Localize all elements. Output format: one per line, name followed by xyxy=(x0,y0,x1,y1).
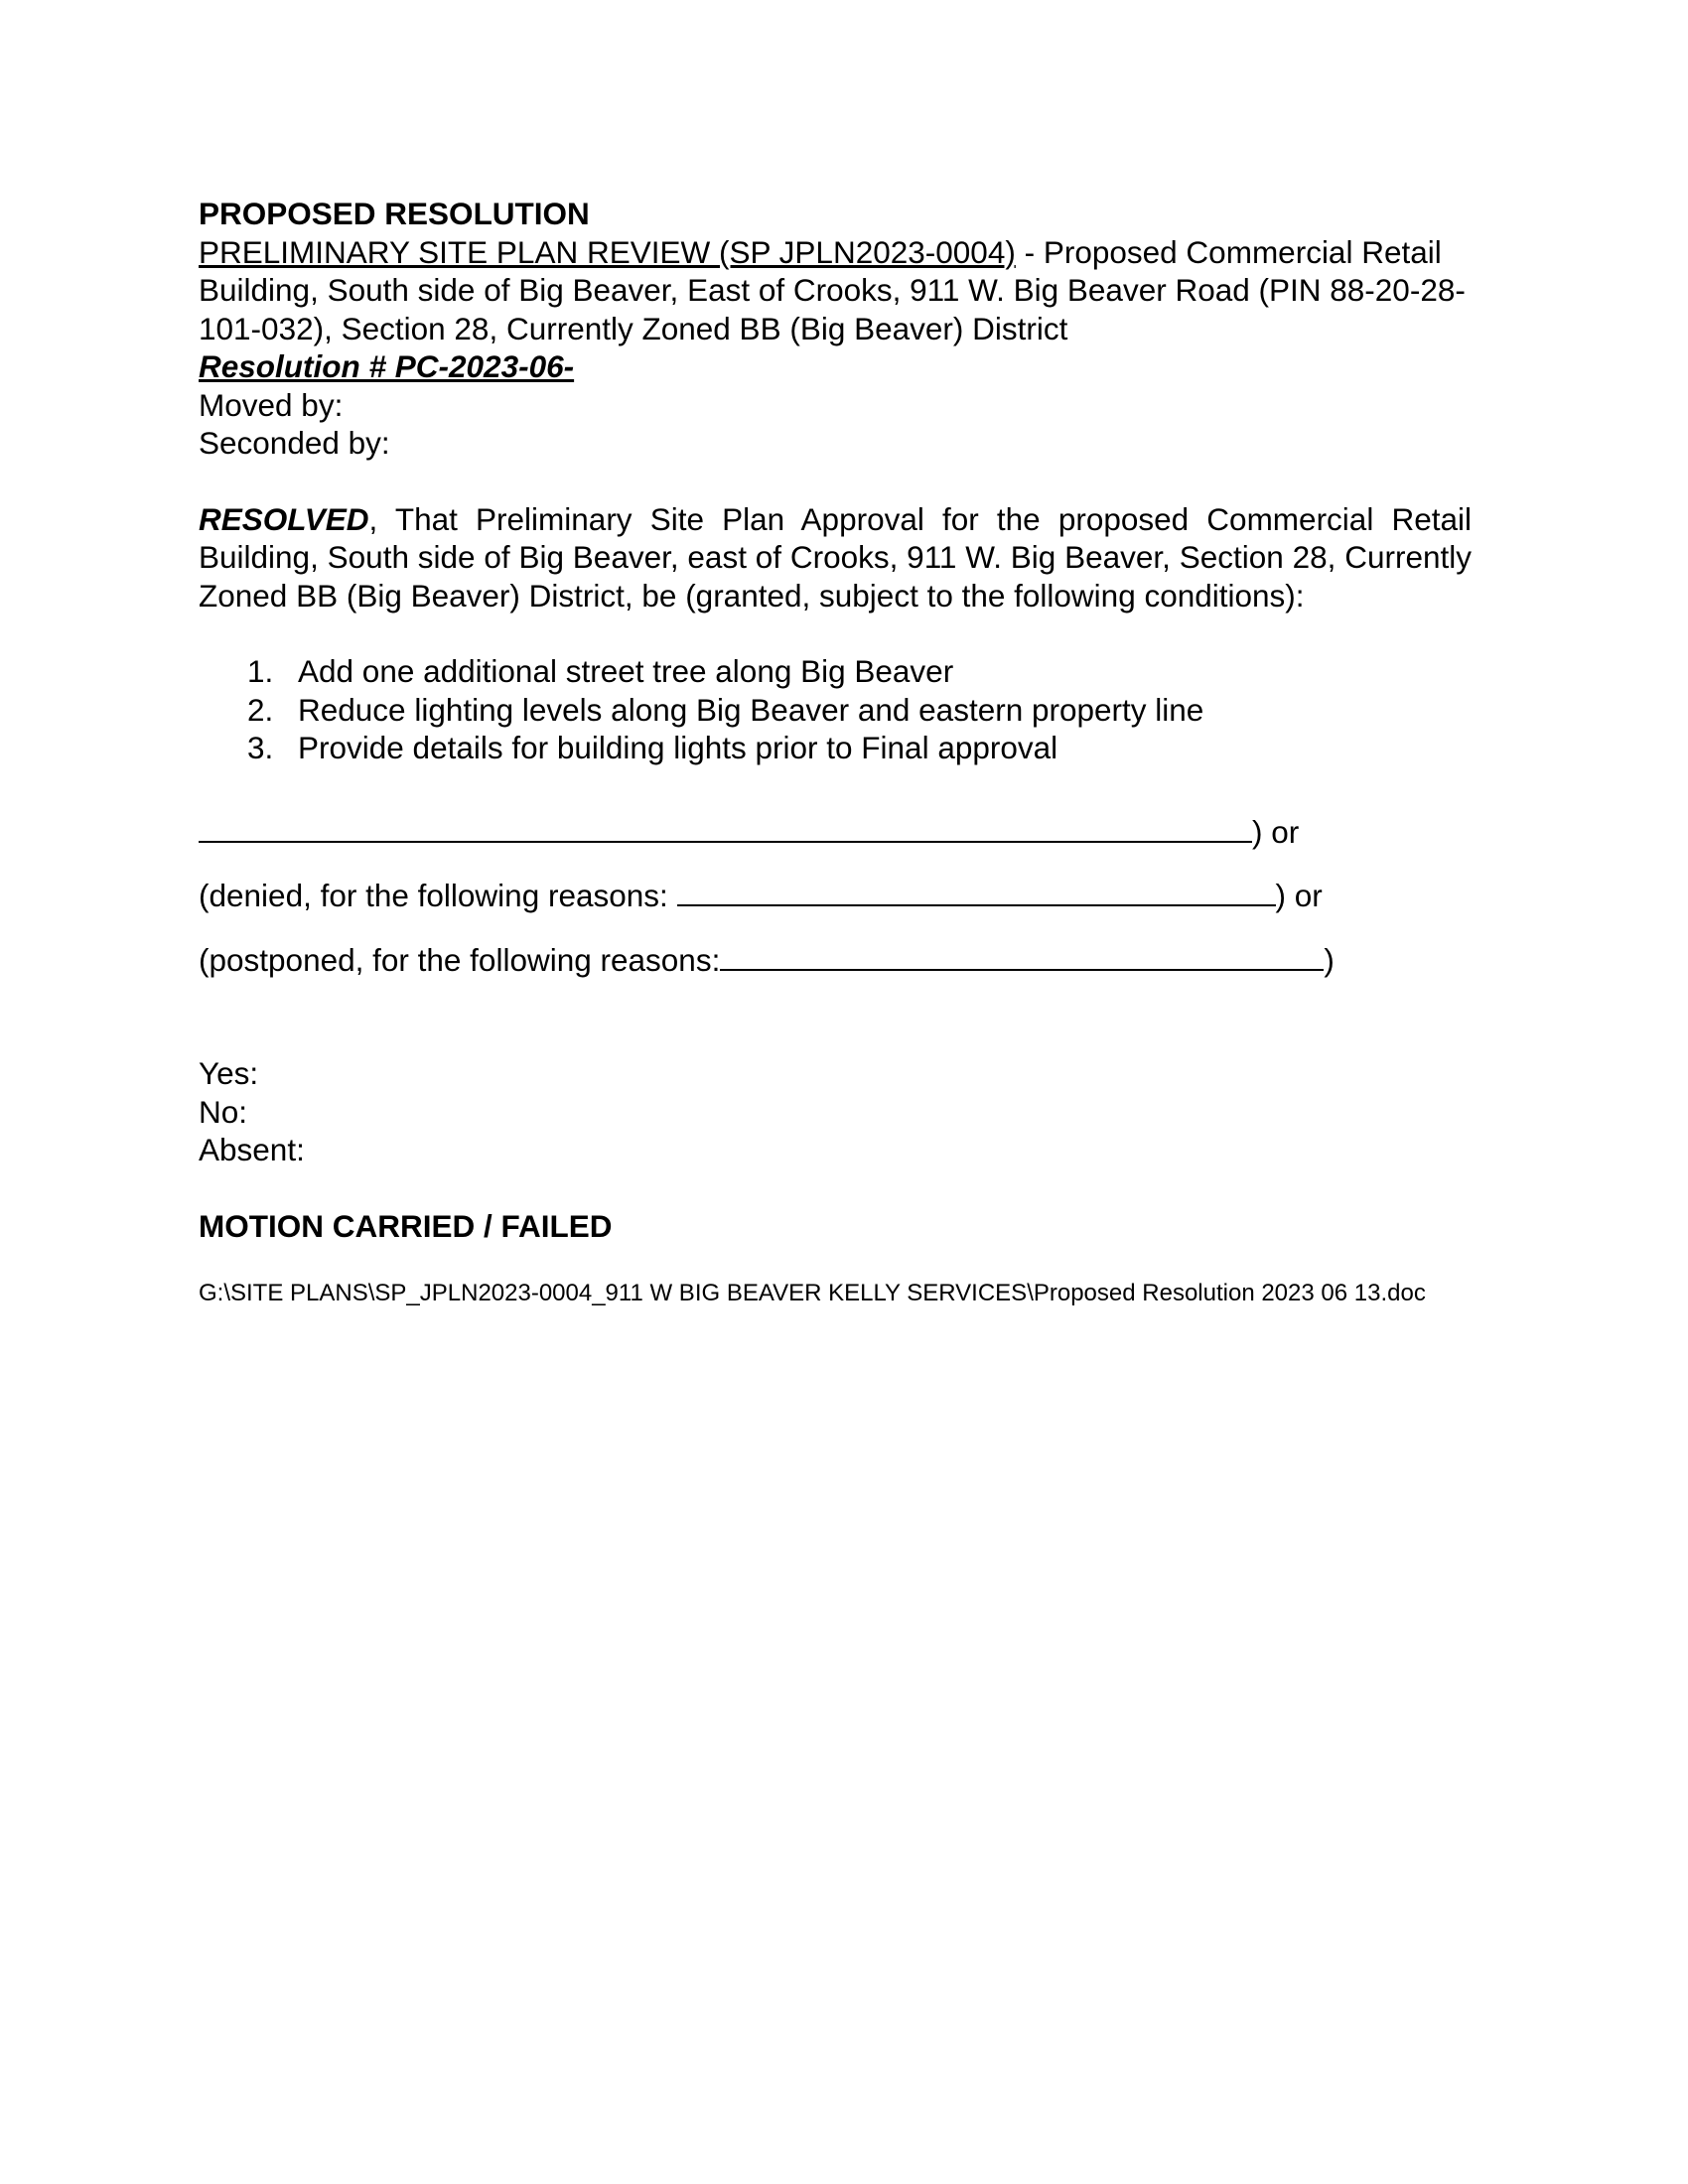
condition-item xyxy=(247,691,1472,730)
conditions-list xyxy=(199,652,1472,767)
file-path: G:\SITE PLANS\SP_JPLN2023-0004_911 W BIG BEAVER KELLY SERVICES\Proposed Resolution 2023 06 13.doc xyxy=(199,1280,1426,1306)
site-plan-title xyxy=(199,233,1472,348)
granted-blank-row xyxy=(199,811,1472,852)
denied-blank-line[interactable] xyxy=(677,875,1276,906)
resolved-paragraph xyxy=(199,500,1472,615)
denied-suffix: ) or xyxy=(1275,878,1323,913)
denied-label: (denied, for the following reasons: xyxy=(199,878,677,913)
moved-by-label: Moved by: xyxy=(199,386,344,423)
postponed-row xyxy=(199,939,1472,980)
condition-number: 1. xyxy=(247,653,274,689)
granted-suffix: ) or xyxy=(1252,813,1300,850)
condition-item xyxy=(247,652,1472,691)
resolved-text: , That Preliminary Site Plan Approval for the proposed Commercial Retail Building, South side of Big Beaver, east of Crooks, 911 W. Big Beaver, Section 28, Currently Zoned BB (Big Beaver) District, be (granted, subject to the following conditions): xyxy=(199,500,1472,614)
vote-yes-label: Yes: xyxy=(199,1055,259,1091)
site-plan-description: - Proposed Commercial Retail Building, South side of Big Beaver, East of Crooks, 911 W. Big Beaver Road (PIN 88-20-28-101-032), Section 28, Currently Zoned BB (Big Beaver) District xyxy=(199,233,1466,346)
vote-no-label: No: xyxy=(199,1093,248,1130)
motion-result: MOTION CARRIED / FAILED xyxy=(199,1207,613,1244)
condition-text: Reduce lighting levels along Big Beaver and eastern property line xyxy=(298,691,1204,728)
condition-text: Add one additional street tree along Big Beaver xyxy=(298,653,954,689)
seconded-by-label: Seconded by: xyxy=(199,425,390,461)
condition-text: Provide details for building lights prior to Final approval xyxy=(298,730,1058,765)
granted-blank-line[interactable] xyxy=(199,811,1252,843)
resolved-keyword: RESOLVED xyxy=(199,500,369,537)
document-page xyxy=(199,195,1472,1308)
site-plan-review-link-text: PRELIMINARY SITE PLAN REVIEW (SP JPLN2023-0004) xyxy=(199,233,1016,270)
condition-item xyxy=(247,729,1472,767)
postponed-label: (postponed, for the following reasons: xyxy=(199,941,721,978)
vote-absent-label: Absent: xyxy=(199,1132,305,1167)
denied-row xyxy=(199,875,1472,915)
condition-number: 3. xyxy=(247,730,274,765)
resolution-number: Resolution # PC-2023-06- xyxy=(199,348,575,384)
document-heading: PROPOSED RESOLUTION xyxy=(199,196,590,231)
condition-number: 2. xyxy=(247,691,274,728)
postponed-blank-line[interactable] xyxy=(720,939,1324,971)
postponed-suffix: ) xyxy=(1324,941,1335,978)
